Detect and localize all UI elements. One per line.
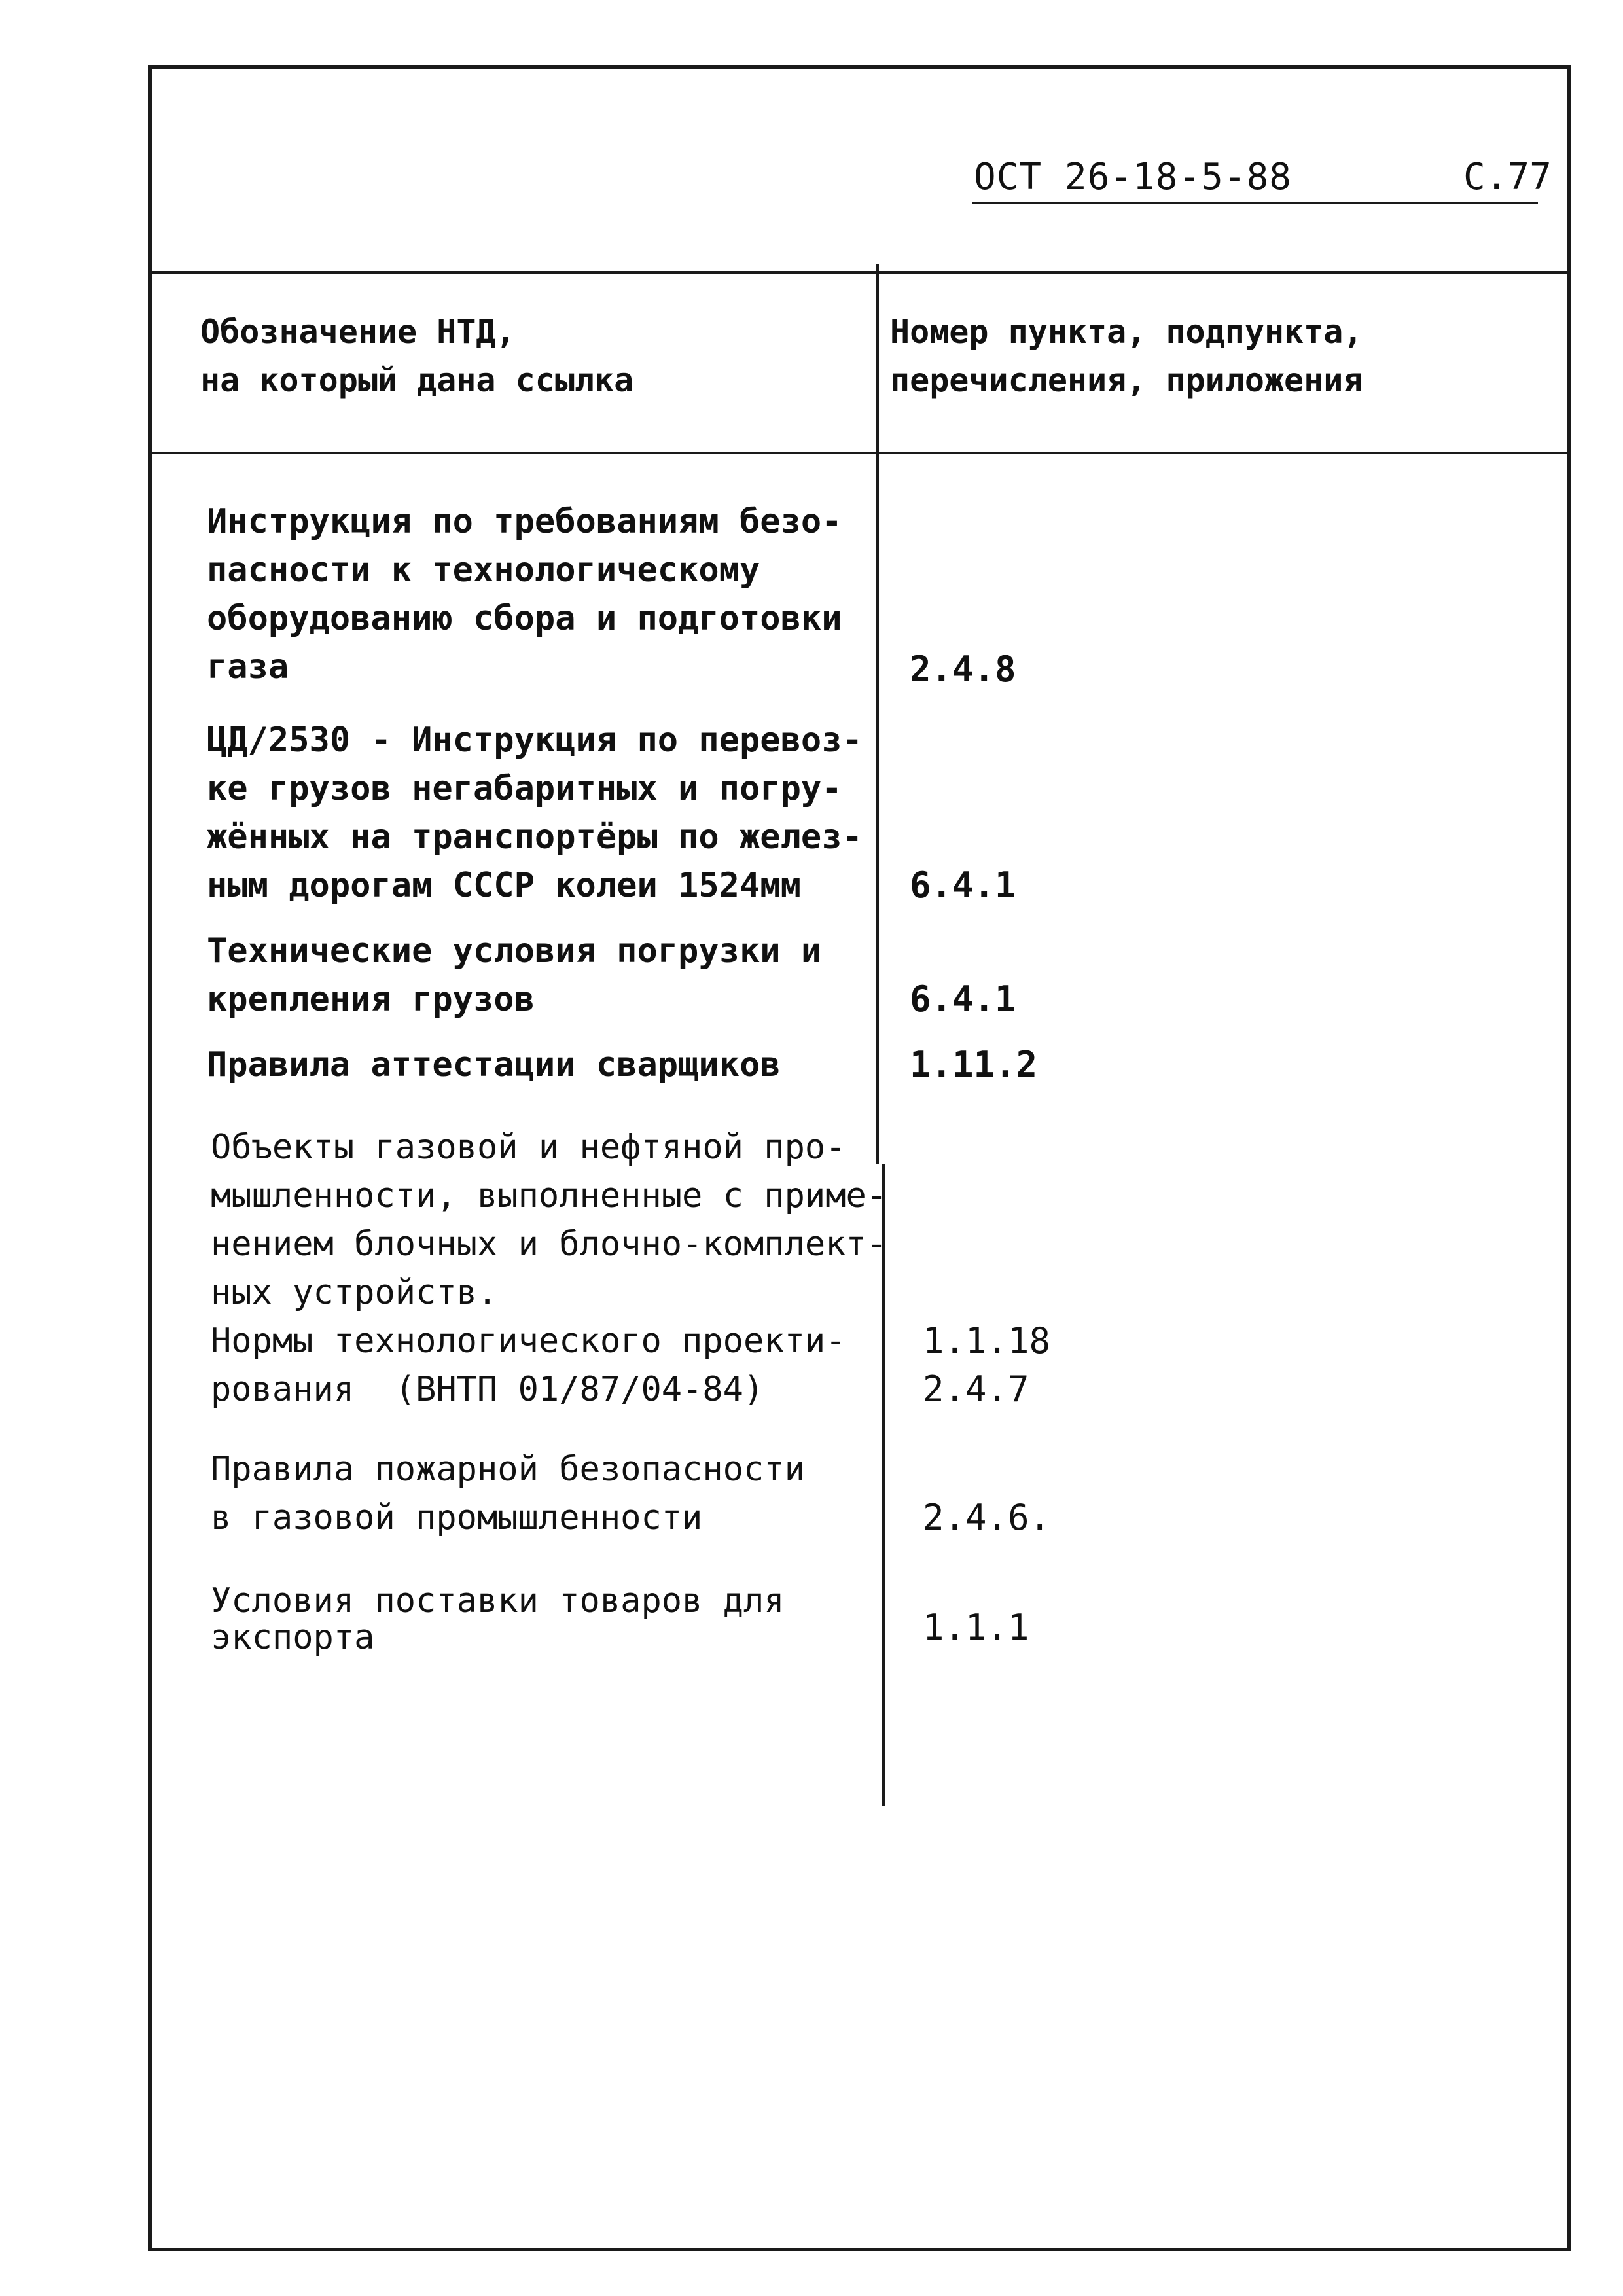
column-divider-upper <box>876 264 879 1164</box>
table-header-divider <box>148 452 1571 454</box>
row-title-rail-transport: ЦД/2530 - Инструкция по перевоз- ке грузов негабаритных и погру- жённых на транспортёры по желез- ным дорогам СССР колеи 1524мм <box>207 721 863 905</box>
row-title-export-conditions: Условия поставки товаров для экспорта <box>211 1581 785 1657</box>
row-ref-loading-conditions: 6.4.1 <box>910 978 1016 1020</box>
row-title-loading-conditions: Технические условия погрузки и крепления грузов <box>207 931 822 1019</box>
row-title-design-norms: Нормы технологического проекти- рования (ВНТП 01/87/04-84) <box>211 1321 846 1409</box>
row-ref-welder-certification: 1.11.2 <box>910 1044 1038 1085</box>
column-header-clause: Номер пункта, подпункта, перечисления, приложения <box>890 313 1363 399</box>
row-title-fire-safety: Правила пожарной безопасности в газовой промышленности <box>211 1450 805 1537</box>
row-ref-rail-transport: 6.4.1 <box>910 865 1016 906</box>
row-ref-export-conditions: 1.1.1 <box>923 1607 1029 1648</box>
row-ref-design-norms: 1.1.18 2.4.7 <box>923 1320 1051 1410</box>
column-header-ntd: Обозначение НТД, на который дана ссылка <box>200 313 634 399</box>
row-title-gas-oil-objects: Объекты газовой и нефтяной про- мышленности, выполненные с приме- нением блочных и блочно-комплект- ных устройств. <box>211 1128 887 1312</box>
document-code-underline <box>972 202 1538 204</box>
header-divider <box>148 271 1571 274</box>
row-ref-safety-instruction: 2.4.8 <box>910 649 1016 690</box>
row-ref-fire-safety: 2.4.6. <box>923 1497 1051 1538</box>
document-code: ОСТ 26-18-5-88 <box>974 156 1293 198</box>
row-title-welder-certification: Правила аттестации сварщиков <box>207 1045 781 1085</box>
page-number: С.77 <box>1463 156 1552 198</box>
row-title-safety-instruction: Инструкция по требованиям безо- пасности к технологическому оборудованию сбора и подготовки газа <box>207 502 842 687</box>
